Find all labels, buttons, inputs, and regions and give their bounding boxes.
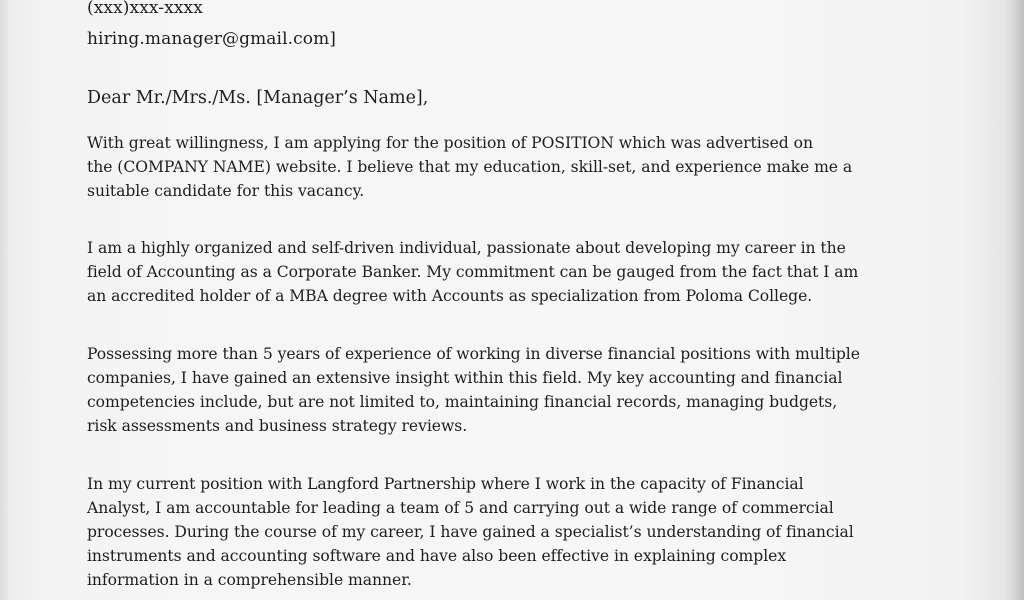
contact-phone: (xxx)xxx-xxxx [87, 0, 203, 18]
paragraph-line: I am a highly organized and self-driven individual, passionate about developing my career in the [87, 239, 846, 257]
paragraph-line: With great willingness, I am applying for the position of POSITION which was advertised on [87, 134, 813, 152]
paragraph-line: In my current position with Langford Partnership where I work in the capacity of Financial [87, 475, 804, 493]
paragraph-line: suitable candidate for this vacancy. [87, 182, 365, 200]
salutation: Dear Mr./Mrs./Ms. [Manager’s Name], [87, 88, 429, 108]
paragraph-line: companies, I have gained an extensive insight within this field. My key accounting and financial [87, 369, 843, 387]
paragraph-current-position [87, 472, 854, 592]
paragraph-experience [87, 342, 860, 438]
paragraph-line: an accredited holder of a MBA degree with Accounts as specialization from Poloma College. [87, 287, 813, 305]
paragraph-line: field of Accounting as a Corporate Banker. My commitment can be gauged from the fact that I am [87, 263, 859, 281]
paragraph-line: Possessing more than 5 years of experience of working in diverse financial positions with multiple [87, 345, 860, 363]
paragraph-line: Analyst, I am accountable for leading a team of 5 and carrying out a wide range of commercial [87, 499, 834, 517]
contact-email: hiring.manager@gmail.com] [87, 29, 337, 49]
paragraph-line: information in a comprehensible manner. [87, 571, 412, 589]
paragraph-line: risk assessments and business strategy reviews. [87, 417, 468, 435]
paragraph-line: processes. During the course of my career, I have gained a specialist’s understanding of financial [87, 523, 854, 541]
paragraph-profile [87, 236, 858, 308]
paragraph-line: competencies include, but are not limited to, maintaining financial records, managing budgets, [87, 393, 838, 411]
paragraph-intro [87, 131, 852, 203]
paragraph-line: instruments and accounting software and have also been effective in explaining complex [87, 547, 787, 565]
paragraph-line: the (COMPANY NAME) website. I believe that my education, skill-set, and experience make me a [87, 158, 853, 176]
